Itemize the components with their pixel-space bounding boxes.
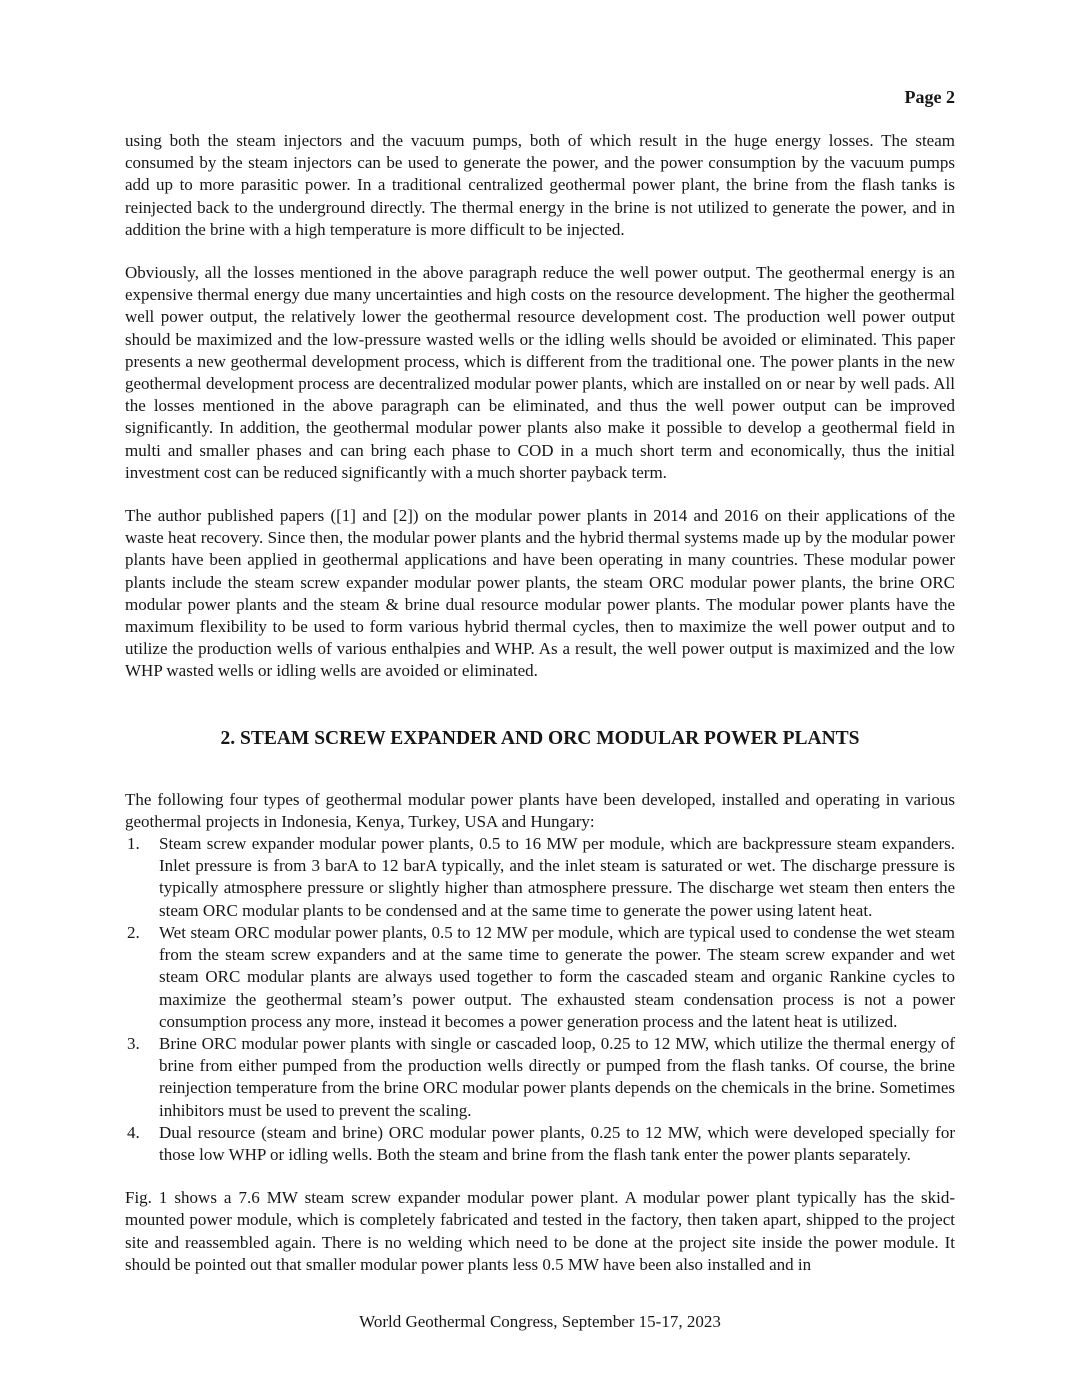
page-number: Page 2 bbox=[904, 87, 955, 107]
list-item-text: Dual resource (steam and brine) ORC modular power plants, 0.25 to 12 MW, which were developed specially for those low WHP or idling wells. Both the steam and brine from the flash tank enter the power plants separately. bbox=[159, 1122, 955, 1164]
list-item bbox=[125, 1122, 955, 1166]
section-intro: The following four types of geothermal modular power plants have been developed, installed and operating in various geothermal projects in Indonesia, Kenya, Turkey, USA and Hungary: bbox=[125, 789, 955, 831]
list-item bbox=[125, 833, 955, 922]
list-item-number: 3. bbox=[127, 1033, 140, 1053]
list-item-number: 1. bbox=[127, 834, 140, 854]
list-item-text: Steam screw expander modular power plants, 0.5 to 16 MW per module, which are backpressure steam expanders. Inlet pressure is from 3 barA to 12 barA typically, and the inlet steam is saturated or wet. The discharge pressure is typically atmosphere pressure or slightly higher than atmosphere pressure. The discharge wet steam then enters the steam ORC modular plants to be condensed and at the same time to generate the power using latent heat. bbox=[159, 834, 955, 920]
list-item-text: Brine ORC modular power plants with single or cascaded loop, 0.25 to 12 MW, which utilize the thermal energy of brine from either pumped from the production wells directly or pumped from the flash tanks. Of course, the brine reinjection temperature from the brine ORC modular power plants depends on the chemicals in the brine. Sometimes inhibitors must be used to prevent the scaling. bbox=[159, 1033, 955, 1120]
paragraph-fig1-description: Fig. 1 shows a 7.6 MW steam screw expander modular power plant. A modular power plant typically has the skid-mounted power module, which is completely fabricated and tested in the factory, then taken apart, shipped to the project site and reassembled again. There is no welding which need to be done at the project site inside the power module. It should be pointed out that smaller modular power plants less 0.5 MW have been also installed and in bbox=[125, 1188, 955, 1274]
list-item bbox=[125, 922, 955, 1033]
plant-types-list bbox=[125, 833, 955, 1166]
paragraph-author-published-papers: The author published papers ([1] and [2]) on the modular power plants in 2014 and 2016 on their applications of the waste heat recovery. Since then, the modular power plants and the hybrid thermal systems made up by the modular power plants have been applied in geothermal applications and have been operating in many countries. These modular power plants include the steam screw expander modular power plants, the steam ORC modular power plants, the brine ORC modular power plants and the steam & brine dual resource modular power plants. The modular power plants have the maximum flexibility to be used to form various hybrid thermal cycles, then to maximize the well power output and to utilize the production wells of various enthalpies and WHP. As a result, the well power output is maximized and the low WHP wasted wells or idling wells are avoided or eliminated. bbox=[125, 506, 955, 681]
list-item-number: 2. bbox=[127, 922, 140, 942]
page-footer: World Geothermal Congress, September 15-17, 2023 bbox=[359, 1312, 721, 1331]
section-heading: 2. STEAM SCREW EXPANDER AND ORC MODULAR POWER PLANTS bbox=[220, 727, 860, 749]
paragraph-losses-development-process: Obviously, all the losses mentioned in the above paragraph reduce the well power output. The geothermal energy is an expensive thermal energy due many uncertainties and high costs on the resource development. The higher the geothermal well power output, the relatively lower the geothermal resource development cost. The production well power output should be maximized and the low-pressure wasted wells or the idling wells should be avoided or eliminated. This paper presents a new geothermal development process, which is different from the traditional one. The power plants in the new geothermal development process are decentralized modular power plants, which are installed on or near by well pads. All the losses mentioned in the above paragraph can be eliminated, and thus the well power output can be improved significantly. In addition, the geothermal modular power plants also make it possible to develop a geothermal field in multi and smaller phases and can bring each phase to COD in a much short term and economically, thus the initial investment cost can be reduced significantly with a much shorter payback term. bbox=[125, 263, 955, 482]
list-item bbox=[125, 1033, 955, 1122]
paragraph-steam-injectors: using both the steam injectors and the vacuum pumps, both of which result in the huge energy losses. The steam consumed by the steam injectors can be used to generate the power, and the power consumption by the vacuum pumps add up to more parasitic power. In a traditional centralized geothermal power plant, the brine from the flash tanks is reinjected back to the underground directly. The thermal energy in the brine is not utilized to generate the power, and in addition the brine with a high temperature is more difficult to be injected. bbox=[125, 131, 955, 239]
list-item-number: 4. bbox=[127, 1122, 140, 1142]
list-item-text: Wet steam ORC modular power plants, 0.5 to 12 MW per module, which are typical used to condense the wet steam from the steam screw expanders and at the same time to generate the power. The steam screw expander and wet steam ORC modular plants are always used together to form the cascaded steam and organic Rankine cycles to maximize the geothermal steam’s power output. The exhausted steam condensation process is not a power consumption process any more, instead it becomes a power generation process and the latent heat is utilized. bbox=[159, 922, 955, 1031]
